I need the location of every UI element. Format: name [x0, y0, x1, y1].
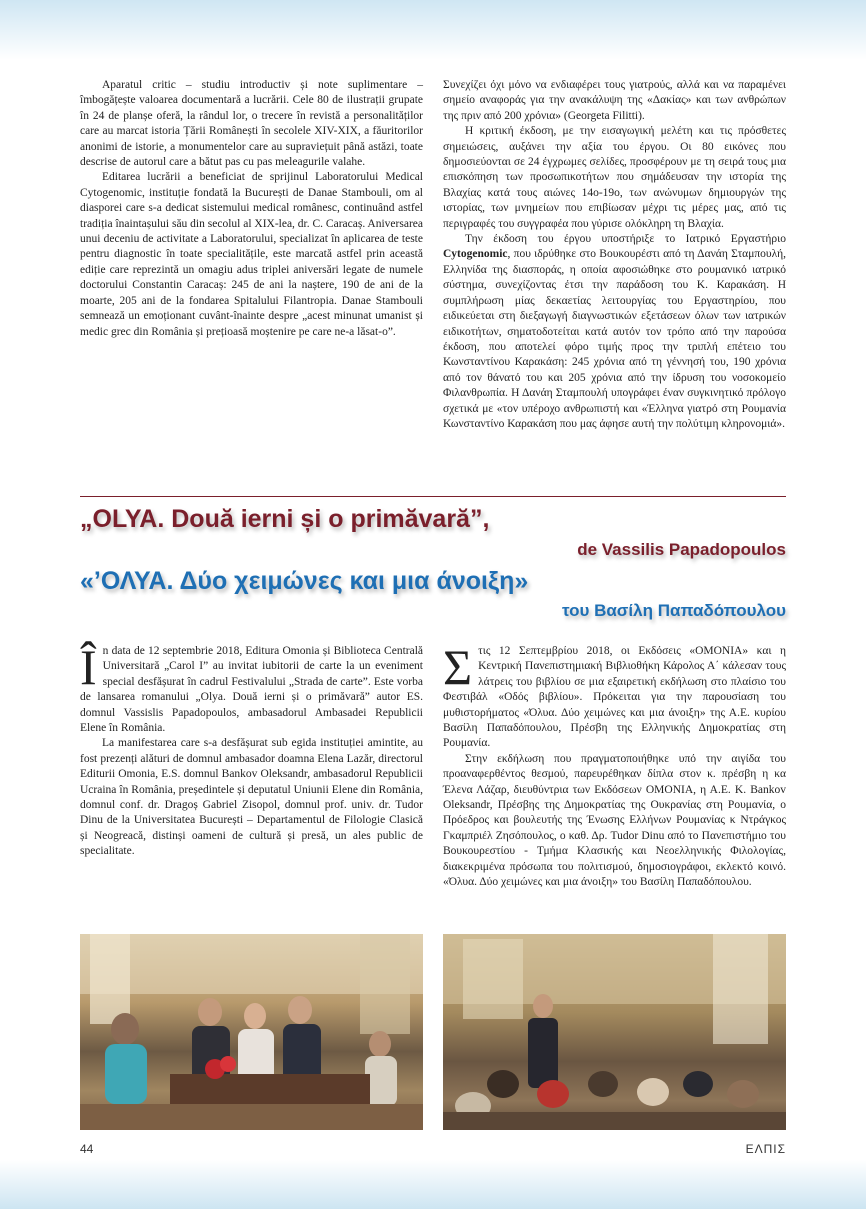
paragraph: Συνεχίζει όχι μόνο να ενδιαφέρει τους γιατρούς, αλλά και να παραμένει σημείο αναφοράς για την ανακάλυψη της «Δακίας» και των ανθρώπων της πριν από 200 χρόνια» (Georgeta Filitti). — [443, 79, 786, 122]
article-title-ro: „OLYA. Două ierni și o primăvară”, — [80, 505, 490, 533]
top-right-column — [443, 78, 786, 432]
text-span: Την έκδοση του έργου υποστήριξε το Ιατρικό Εργαστήριο — [465, 233, 786, 246]
event-photo-panel — [80, 934, 423, 1130]
bottom-left-column — [80, 639, 423, 860]
paragraph: La manifestarea care s-a desfășurat sub egida instituției amintite, au fost prezenți alături de domnul ambasador doamna Elena Lazăr, directorul Editurii Omonia, E.S. domnul Bankov Oleksandr, ambasadorul Republicii Ucraina în România, președintele și deputatul Uniunii Elene din România, domnul conf. dr. Dragoș Gabriel Zisopol, domnul prof. univ. dr. Tudor Dinu de la Universitatea București – Departamentul de Filologie Clasică și Neogreacă, distinși oameni de cultură și presă, un ales public de specialitate. — [80, 737, 423, 858]
paragraph — [80, 639, 423, 736]
bold-lab-name: Cytogenomic — [443, 248, 508, 261]
paragraph: Aparatul critic – studiu introductiv și note suplimentare – îmbogățește valoarea documentară a lucrării. Cele 80 de ilustrații grupate în 24 de planșe oferă, la rândul lor, o trecere în revistă a personalităților care au marcat istoria Țării Românești în secolele XIV-XIX, a făuritorilor anonimi de istorie, a monumentelor care au supraviețuit până astăzi, toate descrise de autorul care a bătut pas cu pas meleagurile valahe. — [80, 79, 423, 169]
paragraph — [443, 232, 786, 432]
article-author-gr: του Βασίλη Παπαδόπουλου — [561, 601, 786, 620]
paragraph: Editarea lucrării a beneficiat de sprijinul Laboratorului Medical Cytogenomic, instituție fondată la București de Danae Stambouli, om al diasporei care s-a dedicat sistemului medical românesc, continuând astfel tradiția înaintașului său din secolul al XIX-lea, dr. C. Caracaș. Aniversarea unui deceniu de activitate a Laboratorului, specializat în aplicarea de teste pentru diagnostic în toate specialitățile, este marcată astfel prin această ediție care reprezintă un omagiu adus triplei aniversări legate de numele doctorului Constantin Caracaș: 245 de ani la naștere, 190 de ani de la moarte, 205 ani de la fondarea Spitalului Filantropia. Danae Stambouli semnează un emoționant cuvânt-înainte despre „acest minunat umanist și medic grec din România și prețioasă moștenire pe care ne-a lăsat-o”. — [80, 171, 423, 338]
text-span: , που ιδρύθηκε στο Βουκουρέστι από τη Δανάη Σταμπουλή, Ελληνίδα της διασποράς, η οποία αφοσιώθηκε στο ρουμανικό ιατρικό σύστημα, συνεχίζοντας έτσι την παράδοση του Κ. Καρακάση. Η συμπλήρωση μίας δεκαετίας λειτουργίας του Εργαστηρίου, που ειδικεύεται στη διεξαγωγή διαγνωστικών εξετάσεων όλων των ιατρικών ειδικοτήτων, σηματοδοτείται κατά αυτόν τον τρόπο από την παρούσα έκδοση, που αποτελεί φόρο τιμής προς την τριπλή επέτειο του Κωνσταντίνου Καρακάση: 245 χρόνια από τη γέννησή του, 190 χρόνια από τον θάνατό του και 205 χρόνια από την ίδρυση του νοσοκομείο Φιλανθρωπία. Η Δανάη Σταμπουλή υπογράφει έναν συγκινητικό πρόλογο σχετικά με «τον υπέροχο ανθρωπιστή και «Έλληνα γιατρό στη Ρουμανία Κωνσταντίνο Καρακάση που μας άφησε αυτή την πολύτιμη κληρονομιά». — [443, 248, 786, 430]
paragraph — [443, 639, 786, 752]
article-author-ro: de Vassilis Papadopoulos — [577, 540, 786, 559]
page-number: 44 — [80, 1142, 94, 1156]
paragraph: Στην εκδήλωση που πραγματοποιήθηκε υπό την αιγίδα του προαναφερθέντος θεσμού, παρευρέθηκαν δίπλα στον κ. πρέσβη η κα Έλενα Λάζαρ, διευθύντρια των Εκδόσεων ΟΜΟΝΙΑ, η Α.Ε. Κ. Bankov Oleksandr, Πρέσβης της Δημοκρατίας της Ουκρανίας στη Ρουμανία, ο Πρόεδρος και βουλευτής της Ένωσης Ελλήνων Ρουμανίας κ Ντράγκος Γκαμπριέλ Ζησόπουλος, ο καθ. Δρ. Tudor Dinu από το Πανεπιστήμιο του Βουκουρεστίου - Τμήμα Κλασικής και Νεοελληνικής Φιλολογίας, διακεκριμένα πρόσωπα του πολιτισμού, δημοσιογράφοι, εκλεκτό κοινό. «Όλυα. Δύο χειμώνες και μια άνοιξη» του Βασίλη Παπαδόπουλου. — [443, 752, 786, 889]
text-span: n data de 12 septembrie 2018, Editura Omonia și Biblioteca Centrală Universitară „Carol I” au invitat iubitorii de carte la un eveniment special desfășurat în cadrul Festivalului „Strada de carte”. Este vorba de lansarea romanului „Olya. Două ierni și o primăvară” autor ES. domnul Vassislis Papadopoulos, ambasadorul Ambasadei Republicii Elene în România. — [80, 645, 423, 735]
top-left-column — [80, 78, 423, 340]
paragraph: Η κριτική έκδοση, με την εισαγωγική μελέτη και τις πρόσθετες σημειώσεις, αυξάνει την αξία του έργου. Οι 80 εικόνες που δημοσιεύονται σε 24 έγχρωμες σελίδες, προσφέρουν με τη σειρά τους μια επισκόπηση των προσωπικοτήτων που σημάδευσαν την ιστορία της Βλαχίας κατά τους αιώνες 14ο-19ο, των ανώνυμων δημιουργών της ιστορίας, των μνημείων που επιβίωσαν μέχρι τις μέρες μας, από τις περιγραφές του συγγραφέα που γύρισε ολόκληρη τη Βλαχία. — [443, 125, 786, 230]
journal-name: ΕΛΠΙΣ — [745, 1142, 786, 1156]
photo-illustration — [80, 934, 423, 1130]
bottom-right-column — [443, 639, 786, 891]
event-photo-audience — [443, 934, 786, 1130]
text-span: τις 12 Σεπτεμβρίου 2018, οι Εκδόσεις «ΟΜΟΝΙΑ» και η Κεντρική Πανεπιστημιακή Βιβλιοθήκη Κάρολος Α΄ κάλεσαν τους λάτρεις του βιβλίου σε μια εξαιρετική εκδήλωση στο πλαίσιο του Φεστιβάλ «Οδός βιβλίου». Πρόκειται για την παρουσίαση του μυθιστορήματος «Όλυα. Δύο χειμώνες και μια άνοιξη» της Α.Ε. κυρίου Βασίλη Παπαδόπουλου, Πρέσβη της Ελληνικής Δημοκρατίας στη Ρουμανία. — [443, 645, 786, 750]
photo-illustration — [443, 934, 786, 1130]
section-divider — [80, 496, 786, 497]
drop-cap: Σ — [443, 639, 473, 695]
drop-cap: Î — [80, 639, 97, 695]
article-title-gr: «’ΟΛΥΑ. Δύο χειμώνες και μια άνοιξη» — [80, 567, 529, 595]
